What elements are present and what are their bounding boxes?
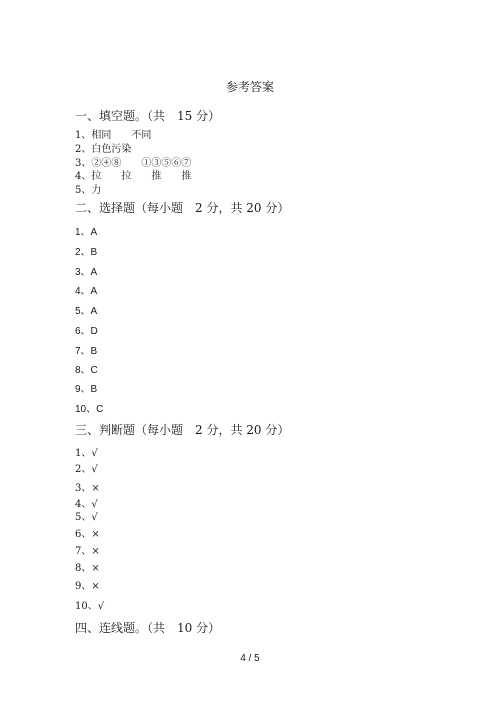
section-heading-fill-blank: 一、填空题。（共 15 分） [75, 109, 221, 123]
list-item: 7、× [75, 546, 100, 557]
list-item: 8、× [75, 563, 100, 574]
list-item: 6、D [75, 326, 98, 337]
page-number: 4 / 5 [240, 653, 260, 664]
list-item: 9、B [75, 384, 98, 395]
list-item: 7、B [75, 346, 98, 357]
page-title: 参考答案 [225, 80, 274, 94]
list-item: 10、C [75, 404, 104, 415]
list-item: 4、拉 拉 推 推 [75, 171, 192, 182]
list-item: 8、C [75, 365, 98, 376]
list-item: 5、力 [75, 185, 102, 196]
list-item: 4、A [75, 286, 98, 297]
list-item: 1、A [75, 227, 98, 238]
list-item: 3、× [75, 483, 100, 494]
list-item: 3、A [75, 267, 98, 278]
list-item: 4、√ [75, 499, 98, 510]
list-item: 2、白色污染 [75, 144, 132, 155]
list-item: 9、× [75, 581, 100, 592]
list-item: 1、相同 不同 [75, 130, 152, 141]
section-heading-multiple-choice: 二、选择题（每小题 2 分，共 20 分） [75, 201, 290, 215]
section-heading-true-false: 三、判断题（每小题 2 分，共 20 分） [75, 423, 290, 437]
list-item: 2、B [75, 247, 98, 258]
list-item: 5、√ [75, 512, 98, 523]
list-item: 5、A [75, 306, 98, 317]
list-item: 10、√ [75, 601, 105, 612]
list-item: 3、②④⑧ ①③⑤⑥⑦ [75, 158, 192, 169]
section-heading-matching: 四、连线题。（共 10 分） [75, 621, 221, 635]
list-item: 1、√ [75, 448, 98, 459]
list-item: 6、× [75, 529, 100, 540]
list-item: 2、√ [75, 464, 98, 475]
